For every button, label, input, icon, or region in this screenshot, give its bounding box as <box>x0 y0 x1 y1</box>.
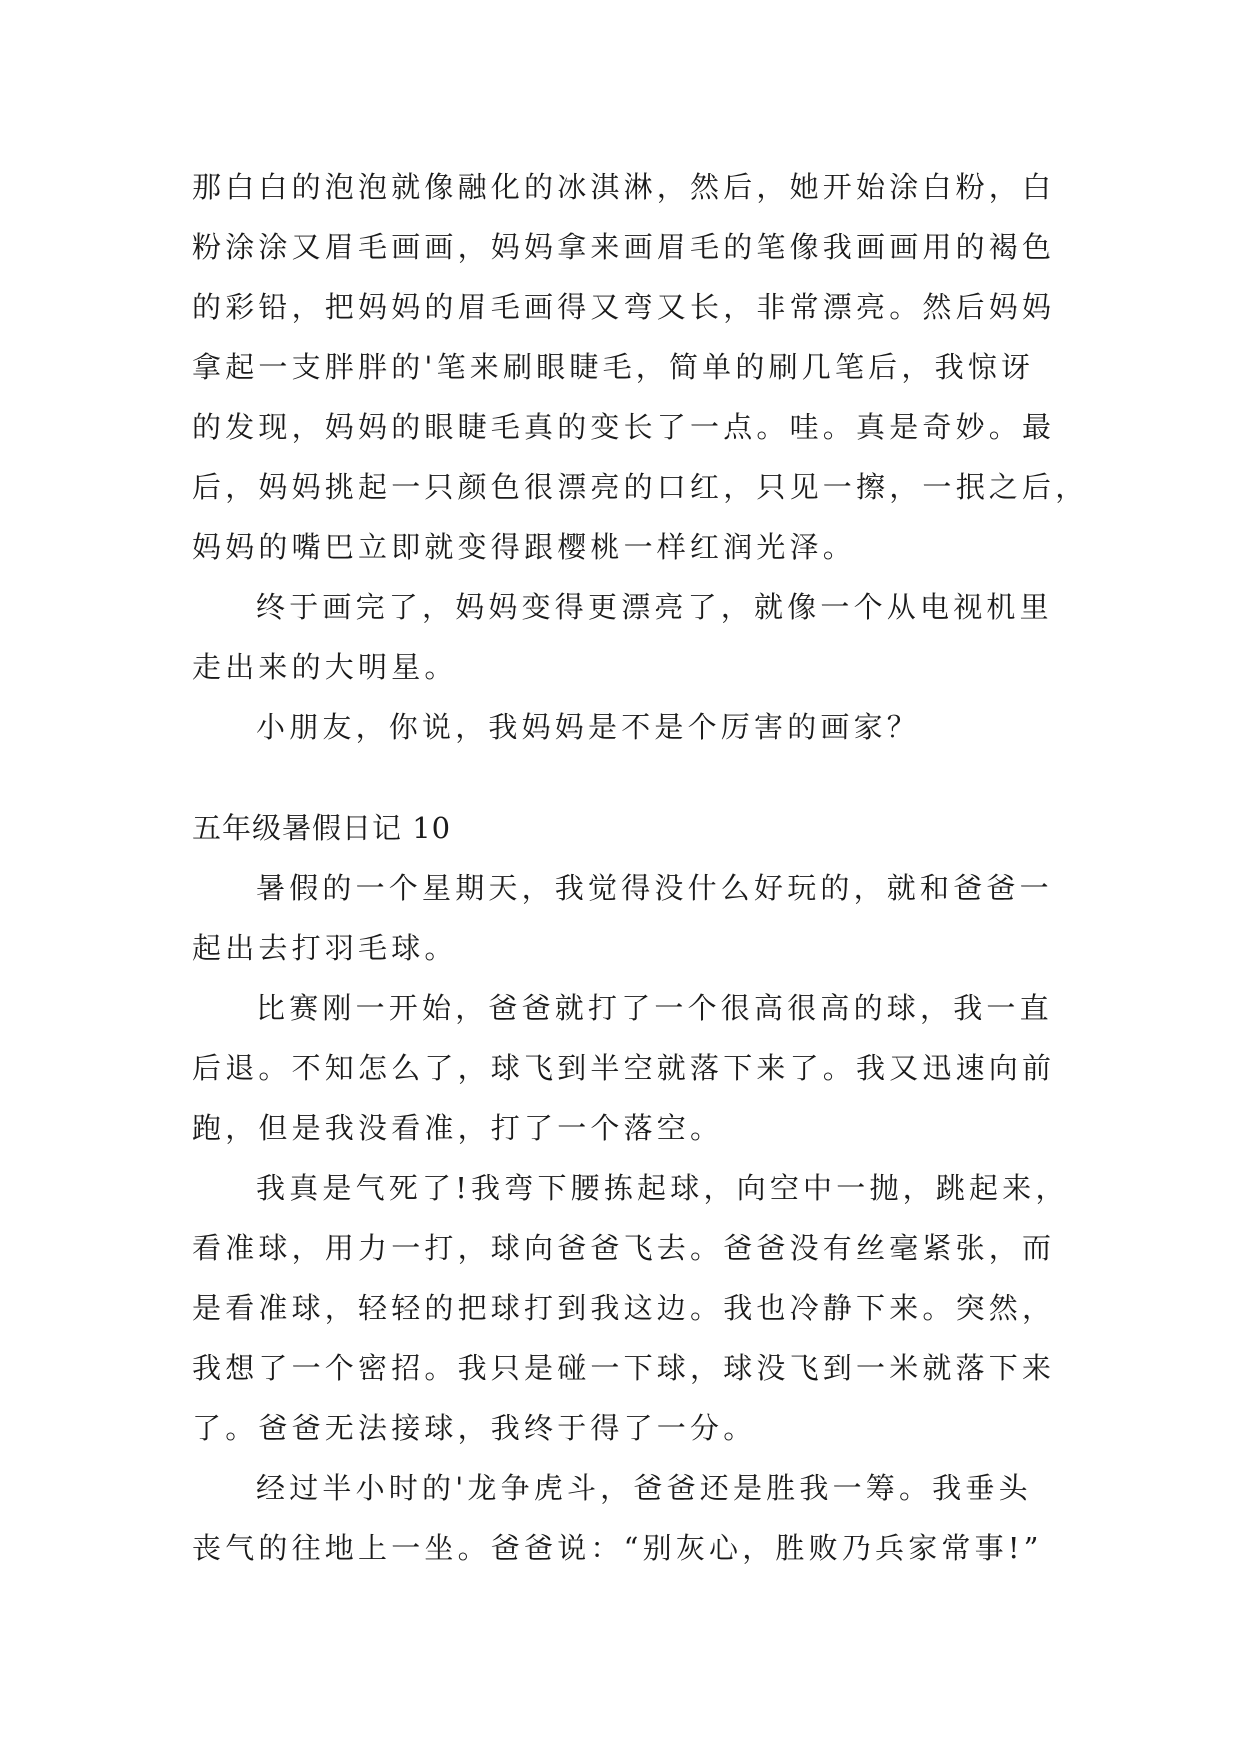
paragraph-line: 小朋友，你说，我妈妈是不是个厉害的画家？ <box>256 710 921 744</box>
paragraph-line: 了。爸爸无法接球，我终于得了一分。 <box>192 1411 757 1445</box>
paragraph-line: 跑，但是我没看准，打了一个落空。 <box>192 1111 724 1145</box>
paragraph-line: 看准球，用力一打，球向爸爸飞去。爸爸没有丝毫紧张，而 <box>192 1231 1056 1265</box>
paragraph-line: 粉涂涂又眉毛画画，妈妈拿来画眉毛的笔像我画画用的褐色 <box>192 230 1056 264</box>
paragraph-line: 经过半小时的'龙争虎斗，爸爸还是胜我一筹。我垂头 <box>256 1471 1032 1505</box>
paragraph-line: 是看准球，轻轻的把球打到我这边。我也冷静下来。突然， <box>192 1291 1056 1325</box>
paragraph-line: 丧气的往地上一坐。爸爸说：“别灰心，胜败乃兵家常事!” <box>192 1531 1043 1565</box>
entry-title: 五年级暑假日记 10 <box>192 811 452 845</box>
diary-entry-10 <box>192 798 1069 1578</box>
paragraph-line: 妈妈的嘴巴立即就变得跟樱桃一样红润光泽。 <box>192 530 857 564</box>
paragraph-line: 的发现，妈妈的眼睫毛真的变长了一点。哇。真是奇妙。最 <box>192 410 1056 444</box>
paragraph-line: 终于画完了，妈妈变得更漂亮了，就像一个从电视机里 <box>256 590 1053 624</box>
paragraph-line: 暑假的一个星期天，我觉得没什么好玩的，就和爸爸一 <box>256 871 1053 905</box>
paragraph-line: 后，妈妈挑起一只颜色很漂亮的口红，只见一擦，一抿之后， <box>192 470 1089 504</box>
diary-continuation <box>192 157 1089 757</box>
paragraph-line: 的彩铅，把妈妈的眉毛画得又弯又长，非常漂亮。然后妈妈 <box>192 290 1056 324</box>
paragraph-line: 那白白的泡泡就像融化的冰淇淋，然后，她开始涂白粉，白 <box>192 170 1056 204</box>
paragraph-line: 比赛刚一开始，爸爸就打了一个很高很高的球，我一直 <box>256 991 1053 1025</box>
paragraph-line: 我真是气死了!我弯下腰拣起球，向空中一抛，跳起来， <box>256 1171 1069 1205</box>
paragraph-line: 起出去打羽毛球。 <box>192 931 458 965</box>
paragraph-line: 拿起一支胖胖的'笔来刷眼睫毛，简单的刷几笔后，我惊讶 <box>192 350 1035 384</box>
paragraph-line: 后退。不知怎么了，球飞到半空就落下来了。我又迅速向前 <box>192 1051 1056 1085</box>
paragraph-line: 我想了一个密招。我只是碰一下球，球没飞到一米就落下来 <box>192 1351 1056 1385</box>
paragraph-line: 走出来的大明星。 <box>192 650 458 684</box>
